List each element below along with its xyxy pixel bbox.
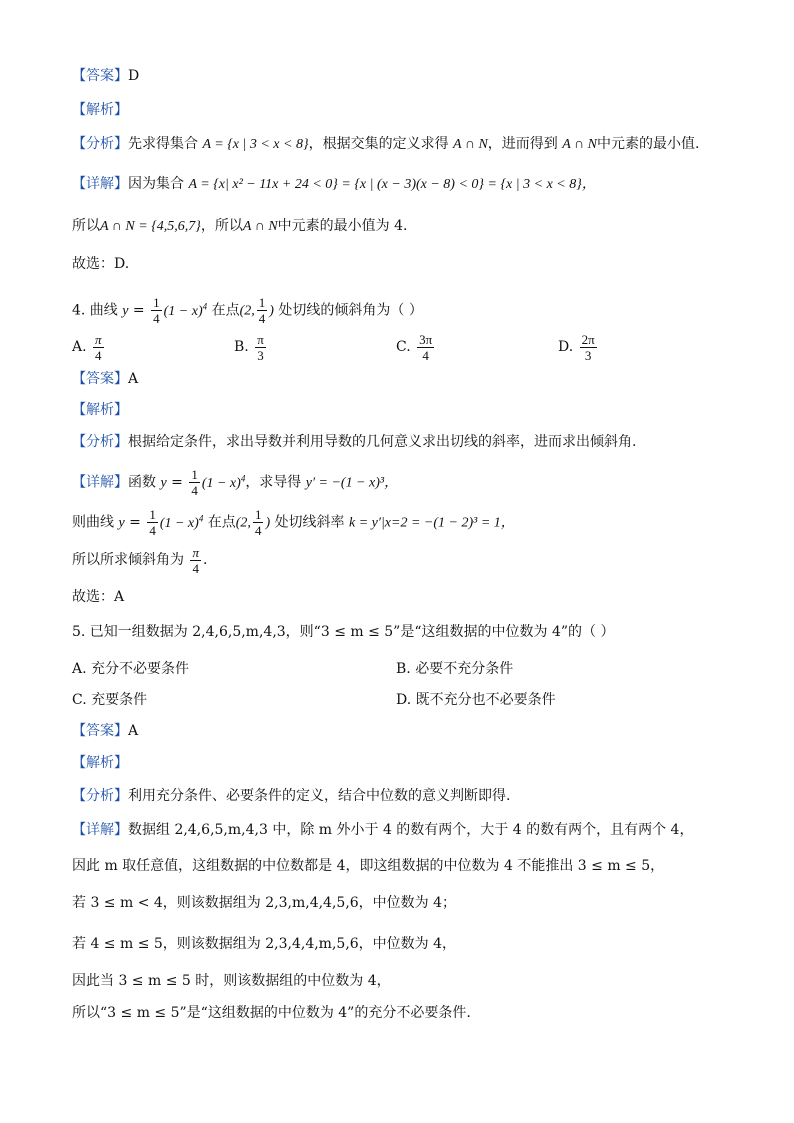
xiangjie-line: 【详解】函数 y = $\frac{1}{4}$ $(1 - x)^4$，求导得 y′ = −(1 − x)³， bbox=[72, 467, 399, 499]
answer-line: 【答案】A bbox=[72, 371, 139, 387]
reasoning-line: 若 3 ≤ m < 4，则该数据组为 2,3,m,4,4,5,6，中位数为 4； bbox=[72, 895, 457, 911]
fenxi-line: 【分析】先求得集合 A = {x | 3 < x < 8}，根据交集的定义求得 A ∩ N，进而得到 A ∩ N中元素的最小值. bbox=[72, 136, 700, 152]
option-d: D. 既不充分也不必要条件 bbox=[396, 692, 556, 708]
angle-line: 所以所求倾斜角为 $\frac{\pi}{4}$ . bbox=[72, 544, 208, 576]
option-c: C. 充要条件 bbox=[72, 692, 148, 708]
fraction-one-quarter: $\frac{1}{4}$ bbox=[153, 295, 160, 327]
intersection-expression: A ∩ N bbox=[453, 137, 488, 152]
option-b: B. $\frac{\pi}{3}$ bbox=[234, 331, 264, 363]
intersection-expression: A ∩ N bbox=[562, 137, 597, 152]
fenxi-line: 【分析】利用充分条件、必要条件的定义，结合中位数的意义判断即得. bbox=[72, 788, 511, 804]
conclusion-line: 所以“3 ≤ m ≤ 5”是“这组数据的中位数为 4”的充分不必要条件. bbox=[72, 1005, 471, 1021]
option-a: A. $\frac{\pi}{4}$ bbox=[72, 331, 102, 363]
answer-value: D bbox=[128, 68, 140, 84]
reasoning-line: 因此 m 取任意值，这组数据的中位数都是 4，即这组数据的中位数为 4 不能推出 3 ≤ m ≤ 5， bbox=[72, 858, 665, 874]
fenxi-line: 【分析】根据给定条件，求出导数并利用导数的几何意义求出切线的斜率，进而求出倾斜角. bbox=[72, 434, 637, 450]
question-4-stem: 4. 曲线 y = $\frac{1}{4}$ $(1 - x)^4$ 在点(2, $\frac{1}{4}$ ) 处切线的倾斜角为（ ） bbox=[72, 295, 423, 327]
slope-expression: k = y′|x=2 = −(1 − 2)³ = 1， bbox=[349, 515, 515, 531]
xiangjie-line: 【详解】因为集合 A = {x| x² − 11x + 24 < 0} = {x | (x − 3)(x − 8) < 0} = {x | 3 < x < 8}， bbox=[72, 176, 596, 192]
choice-line: 故选：A bbox=[72, 589, 125, 605]
xiangjie-line: 【详解】数据组 2,4,6,5,m,4,3 中，除 m 外小于 4 的数有两个，大于 4 的数有两个，且有两个 4， bbox=[72, 822, 694, 838]
question-5-stem: 5. 已知一组数据为 2,4,6,5,m,4,3，则“3 ≤ m ≤ 5”是“这组数据的中位数为 4”的（ ） bbox=[72, 624, 615, 640]
answer-line: 【答案】A bbox=[72, 723, 139, 739]
answer-line bbox=[72, 66, 139, 86]
set-derivation: A = {x| x² − 11x + 24 < 0} = {x | (x − 3)(x − 8) < 0} = {x | 3 < x < 8}， bbox=[188, 177, 596, 192]
choice-line: 故选：D. bbox=[72, 256, 130, 272]
conclusion-line: 所以A ∩ N = {4,5,6,7}，所以A ∩ N中元素的最小值为 4. bbox=[72, 218, 408, 234]
set-expression: A = {x | 3 < x < 8} bbox=[202, 137, 309, 152]
analysis-heading: 【解析】 bbox=[72, 402, 128, 418]
option-d: D. $\frac{2\pi}{3}$ bbox=[558, 331, 595, 363]
reasoning-line: 因此当 3 ≤ m ≤ 5 时，则该数据组的中位数为 4， bbox=[72, 973, 391, 989]
option-b: B. 必要不充分条件 bbox=[396, 661, 514, 677]
analysis-heading: 【解析】 bbox=[72, 102, 128, 118]
reasoning-line: 若 4 ≤ m ≤ 5，则该数据组为 2,3,4,4,m,5,6，中位数为 4， bbox=[72, 936, 457, 952]
option-c: C. $\frac{3\pi}{4}$ bbox=[396, 331, 433, 363]
option-a: A. 充分不必要条件 bbox=[72, 661, 190, 677]
derivative-expression: y′ = −(1 − x)³， bbox=[305, 475, 399, 491]
slope-line: 则曲线 y = $\frac{1}{4}$ $(1 - x)^4$ 在点(2, $\frac{1}{4}$ ) 处切线斜率 k = y′|x=2 = −(1 − 2)³ = 1， bbox=[72, 507, 515, 539]
answer-tag: 【答案】 bbox=[72, 68, 128, 84]
analysis-heading: 【解析】 bbox=[72, 755, 128, 771]
